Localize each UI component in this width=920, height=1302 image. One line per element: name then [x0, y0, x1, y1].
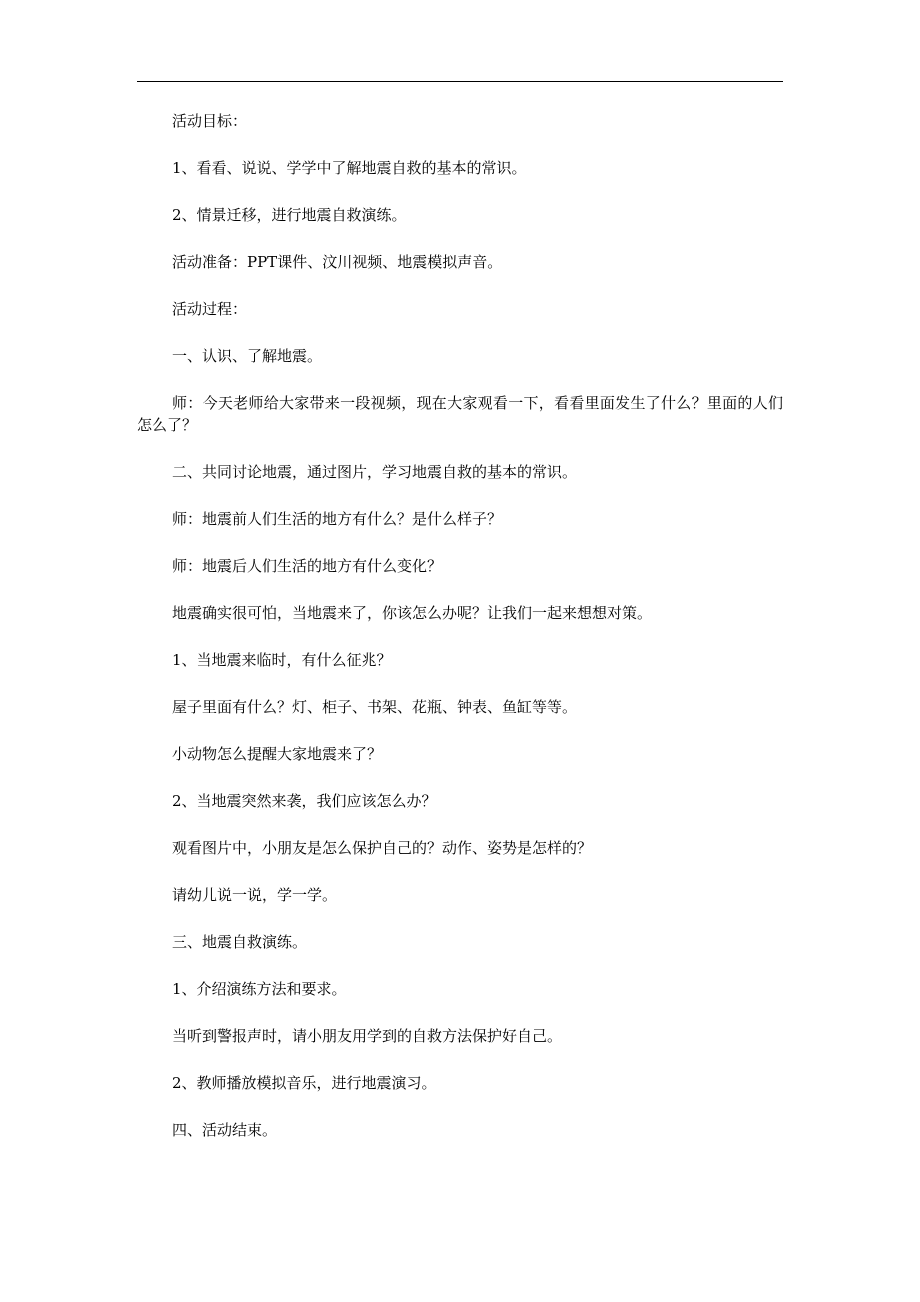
paragraph-goal-2: 2、情景迁移，进行地震自救演练。: [172, 206, 407, 224]
paragraph-goal-1: 1、看看、说说、学学中了解地震自救的基本的常识。: [172, 159, 527, 177]
paragraph-teacher-after: 师：地震后人们生活的地方有什么变化？: [172, 557, 443, 575]
paragraph-teacher-video: 师：今天老师给大家带来一段视频，现在大家观看一下，看看里面发生了什么？里面的人们怎么了？: [137, 394, 783, 434]
paragraph-section-2: 二、共同讨论地震，通过图片，学习地震自救的基本的常识。: [172, 463, 578, 481]
paragraph-activity-preparation: 活动准备：PPT课件、汶川视频、地震模拟声音。: [172, 253, 503, 271]
header-rule: [137, 81, 783, 82]
paragraph-section-3: 三、地震自救演练。: [172, 933, 308, 951]
paragraph-activity-goals-heading: 活动目标：: [172, 112, 248, 130]
paragraph-room-items: 屋子里面有什么？灯、柜子、书架、花瓶、钟表、鱼缸等等。: [172, 698, 578, 716]
paragraph-drill-music: 2、教师播放模拟音乐，进行地震演习。: [172, 1074, 437, 1092]
paragraph-earthquake-scary: 地震确实很可怕，当地震来了，你该怎么办呢？让我们一起来想想对策。: [172, 604, 653, 622]
paragraph-sudden-quake: 2、当地震突然来袭，我们应该怎么办？: [172, 792, 437, 810]
paragraph-watch-pictures: 观看图片中，小朋友是怎么保护自己的？动作、姿势是怎样的？: [172, 839, 593, 857]
paragraph-teacher-before: 师：地震前人们生活的地方有什么？是什么样子？: [172, 510, 503, 528]
paragraph-section-4: 四、活动结束。: [172, 1121, 278, 1139]
paragraph-section-1: 一、认识、了解地震。: [172, 347, 323, 365]
paragraph-drill-intro: 1、介绍演练方法和要求。: [172, 980, 347, 998]
paragraph-children-say: 请幼儿说一说，学一学。: [172, 886, 338, 904]
paragraph-animals: 小动物怎么提醒大家地震来了？: [172, 745, 383, 763]
paragraph-alarm: 当听到警报声时，请小朋友用学到的自救方法保护好自己。: [172, 1027, 563, 1045]
paragraph-signs: 1、当地震来临时，有什么征兆？: [172, 651, 392, 669]
paragraph-activity-process-heading: 活动过程：: [172, 300, 248, 318]
document-body: [137, 106, 783, 1141]
